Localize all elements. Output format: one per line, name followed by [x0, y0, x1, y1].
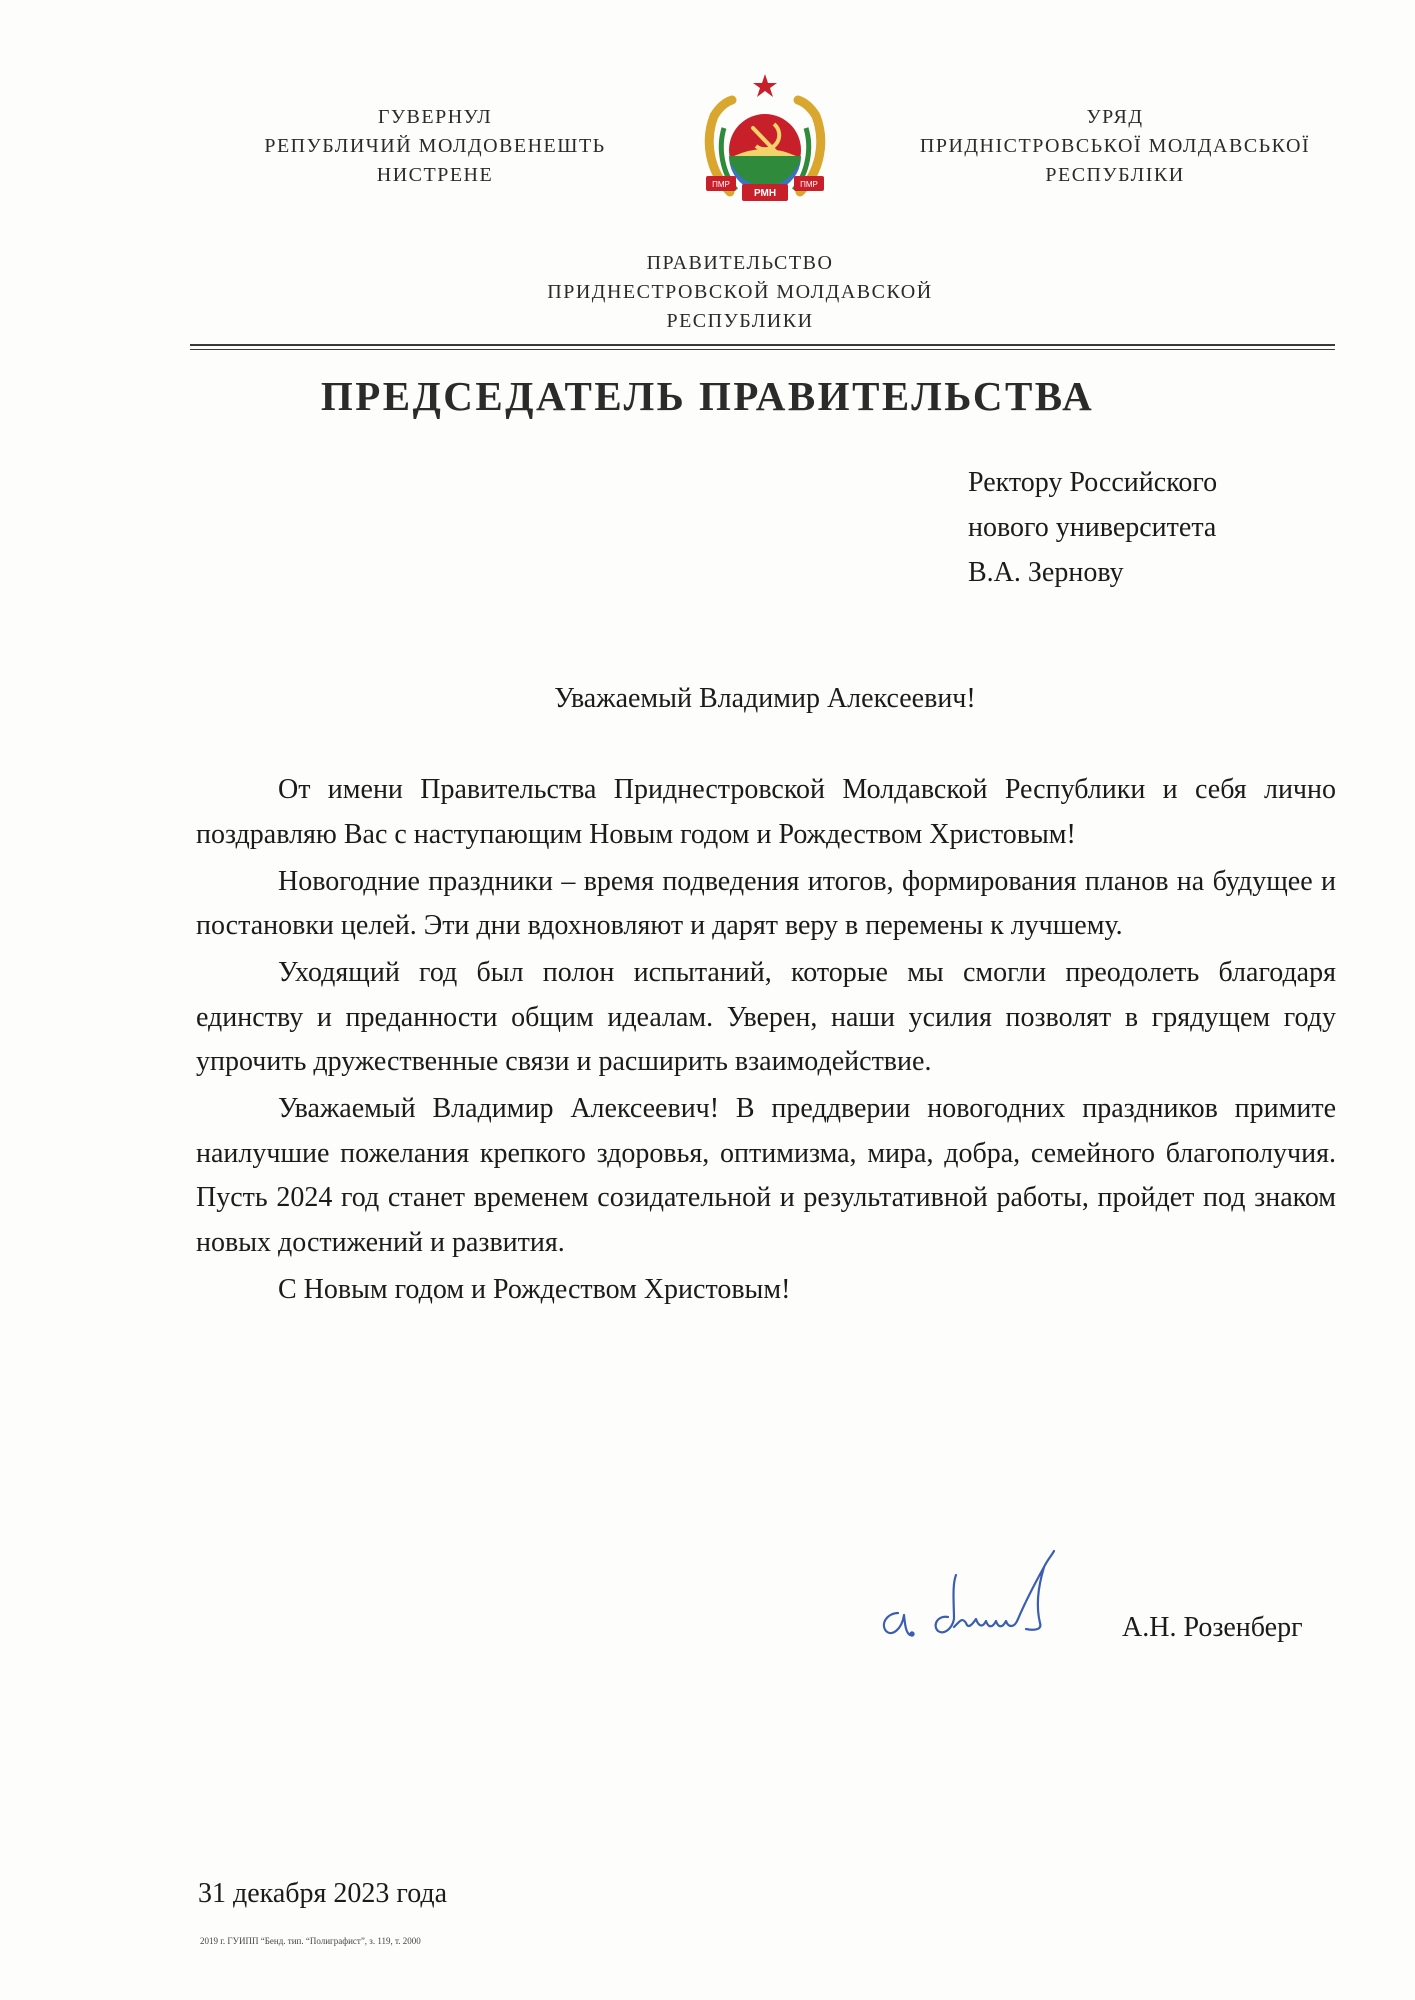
addressee-line: нового университета [968, 512, 1217, 543]
addressee-line: Ректору Российского [968, 467, 1218, 498]
header-ukrainian-line: ПРИДНІСТРОВСЬКОЇ МОЛДАВСЬКОЇ [919, 135, 1311, 157]
header-moldovan-line: РЕПУБЛИЧИЙ МОЛДОВЕНЕШТЬ [264, 135, 606, 157]
header-russian-line: РЕСПУБЛИКИ [666, 310, 814, 332]
header-divider [190, 344, 1335, 346]
header-divider-thin [190, 349, 1335, 350]
salutation: Уважаемый Владимир Алексеевич! [554, 683, 976, 714]
header-russian [510, 249, 970, 336]
letter-title: ПРЕДСЕДАТЕЛЬ ПРАВИТЕЛЬСТВА [320, 373, 1095, 419]
body-paragraph: Новогодние праздники – время подведения итогов, формирования планов на будущее и постановки целей. Эти дни вдохновляют и дарят веру в перемены к лучшему. [196, 865, 1336, 941]
header-ukrainian [890, 103, 1340, 190]
letter-date: 31 декабря 2023 года [198, 1878, 448, 1909]
addressee-line: В.А. Зернову [968, 557, 1124, 588]
body-paragraph: Уходящий год был полон испытаний, которые мы смогли преодолеть благодаря единству и преданности общим идеалам. Уверен, наши усилия позволят в грядущем году упрочить дружественные связи и расширить взаимодействие. [196, 957, 1336, 1077]
state-emblem-icon [690, 72, 840, 232]
header-ukrainian-line: РЕСПУБЛІКИ [1045, 164, 1185, 186]
print-imprint: 2019 г. ГУИПП “Бенд. тип. “Полиграфист”, з. 119, т. 2000 [200, 1936, 421, 1946]
addressee-block [968, 460, 1217, 595]
emblem-ribbon-center: РМН [753, 188, 777, 199]
handwritten-signature-icon [868, 1545, 1098, 1640]
body-paragraph: От имени Правительства Приднестровской Молдавской Республики и себя лично поздравляю Вас с наступающим Новым годом и Рождеством Христовым! [196, 774, 1336, 850]
header-russian-line: ПРИДНЕСТРОВСКОЙ МОЛДАВСКОЙ [547, 281, 933, 303]
header-russian-line: ПРАВИТЕЛЬСТВО [646, 252, 834, 274]
header-moldovan [240, 103, 630, 190]
emblem-ribbon-left: ПМР [712, 180, 730, 189]
header-moldovan-line: ГУВЕРНУЛ [377, 106, 493, 128]
header-moldovan-line: НИСТРЕНЕ [376, 164, 494, 186]
closing-line: С Новым годом и Рождеством Христовым! [278, 1273, 791, 1305]
signer-name: А.Н. Розенберг [1122, 1612, 1303, 1643]
letter-body [196, 768, 1336, 1315]
header-ukrainian-line: УРЯД [1086, 106, 1144, 128]
body-paragraph: Уважаемый Владимир Алексеевич! В преддверии новогодних праздников примите наилучшие пожелания крепкого здоровья, оптимизма, мира, добра, семейного благополучия. Пусть 2024 год станет временем созидательной и результативной работы, пройдет под знаком новых достижений и развития. [196, 1093, 1336, 1258]
emblem-ribbon-right: ПМР [800, 180, 818, 189]
